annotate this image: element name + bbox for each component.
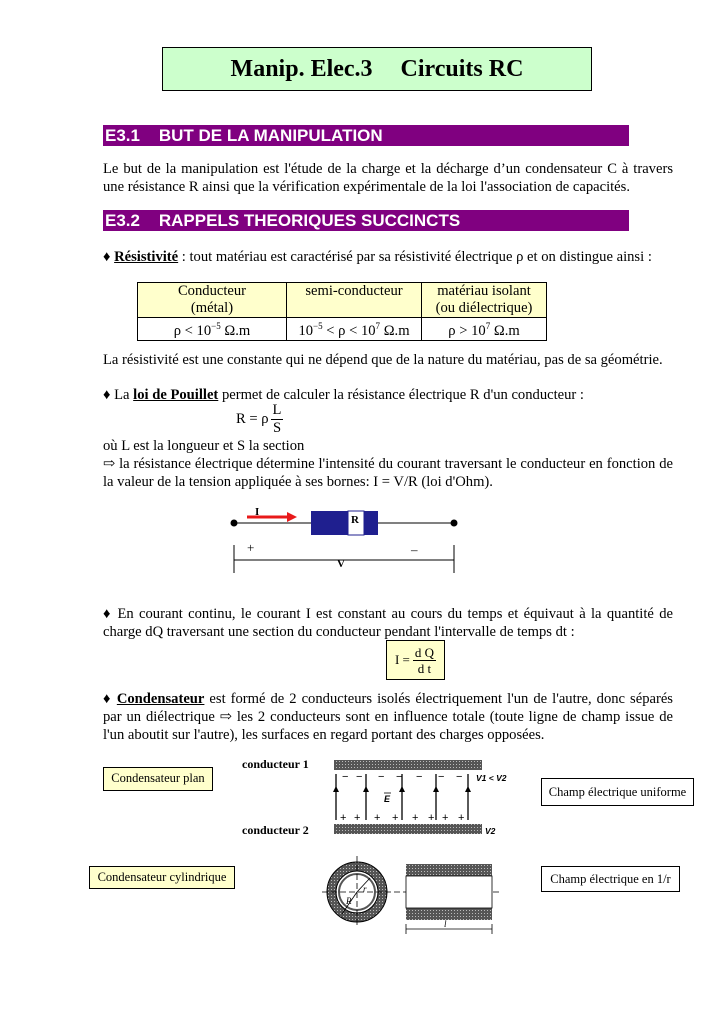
intro-paragraph: Le but de la manipulation est l'étude de la charge et la décharge d’un condensateur C à travers une résistance R ainsi que la vérification expérimentale de la loi l'association de capacités. xyxy=(103,161,673,195)
bullet: ♦ xyxy=(103,249,111,265)
resistivite-text: : tout matériau est caractérisé par sa résistivité électrique ρ et on distingue ainsi : xyxy=(178,249,652,265)
ohm-paragraph: ⇨ la résistance électrique détermine l'intensité du courant traversant le conducteur en fonction de la valeur de la tension appliquée à ses bornes: I = V/R (loi d'Ohm). xyxy=(103,456,673,490)
table-header-cell: Conducteur (métal) xyxy=(138,283,287,318)
svg-text:+: + xyxy=(458,812,465,824)
resistor xyxy=(311,511,378,535)
table-value-cell: $10^{-5} < \rho < 10^7$ Ω.m xyxy=(287,318,422,341)
title-left: Manip. Elec.3 xyxy=(230,55,373,82)
label-champ-1-r: Champ électrique en 1/r xyxy=(541,866,680,892)
page-title xyxy=(162,47,592,91)
section-heading-but: E3.1 BUT DE LA MANIPULATION xyxy=(103,125,629,146)
courant-paragraph: ♦ En courant continu, le courant I est constant au cours du temps et équivaut à la quantité de charge dQ traversant une section du conducteur pendant l'intervalle de temps dt : xyxy=(103,606,673,640)
terminal-right xyxy=(451,520,458,527)
cylinder-side-bottom xyxy=(406,908,492,920)
field-vector-label: E xyxy=(384,794,391,804)
plate-bottom xyxy=(334,824,482,834)
svg-text:+: + xyxy=(340,812,347,824)
table-header-cell: semi-conducteur xyxy=(287,283,422,318)
length-label: l xyxy=(444,919,447,929)
resistivite-line xyxy=(103,248,673,266)
svg-text:+: + xyxy=(412,812,419,824)
cylindrical-capacitor-diagram xyxy=(322,856,502,938)
arrow-icon: ⇨ xyxy=(103,456,116,472)
resistor-circuit-diagram xyxy=(225,505,465,577)
minus-label: – xyxy=(411,542,418,557)
cylinder-side-top xyxy=(406,864,492,876)
pouillet-term: loi de Pouillet xyxy=(133,387,219,403)
svg-text:−: − xyxy=(396,771,403,783)
svg-text:−: − xyxy=(356,771,363,783)
plate-top xyxy=(334,760,482,770)
label-champ-uniforme: Champ électrique uniforme xyxy=(541,778,694,806)
plane-capacitor-diagram xyxy=(318,758,508,843)
condensateur-paragraph: ♦ Condensateur est formé de 2 conducteurs isolés électriquement l'un de l'autre, donc séparés par un diélectrique ⇨ les 2 conducteurs sont en influence totale (toute ligne de champ issue de l'un aboutit sur l'autre), les surfaces en regard portant des charges opposées. xyxy=(103,691,673,743)
table-header-cell: matériau isolant (ou diélectrique) xyxy=(422,283,547,318)
voltage-label: V xyxy=(337,558,345,570)
svg-text:+: + xyxy=(354,812,361,824)
current-formula-box: I = $\frac{\text{d Q}}{\text{d t}}$ xyxy=(386,640,445,680)
radius-R-label: R xyxy=(346,896,352,906)
label-conducteur-2: conducteur 2 xyxy=(242,823,309,837)
section-heading-rappels: E3.2 RAPPELS THEORIQUES SUCCINCTS xyxy=(103,210,629,231)
title-right: Circuits RC xyxy=(400,55,524,82)
svg-text:+: + xyxy=(392,812,399,824)
svg-text:+: + xyxy=(428,812,435,824)
svg-text:+: + xyxy=(442,812,449,824)
resistivite-term: Résistivité xyxy=(114,249,179,265)
svg-text:−: − xyxy=(456,771,463,783)
condensateur-term: Condensateur xyxy=(116,691,205,707)
arrow-icon: ⇨ xyxy=(219,709,232,725)
radius-r-label: r xyxy=(363,884,367,894)
terminal-left xyxy=(231,520,238,527)
svg-text:−: − xyxy=(378,771,385,783)
pouillet-formula: R = ρ $\frac{L}{S}$ xyxy=(236,402,282,436)
label-conducteur-1: conducteur 1 xyxy=(242,757,309,771)
table-value-cell: $\rho > 10^7$ Ω.m xyxy=(422,318,547,341)
pouillet-where: où L est la longueur et S la section xyxy=(103,438,305,454)
label-condensateur-plan: Condensateur plan xyxy=(103,767,213,791)
potential-v2: V2 xyxy=(485,826,496,836)
svg-text:−: − xyxy=(438,771,445,783)
table-value-cell: $\rho < 10^{-5}$ Ω.m xyxy=(138,318,287,341)
svg-text:−: − xyxy=(342,771,349,783)
resistivite-note: La résistivité est une constante qui ne dépend que de la nature du matériau, pas de sa géométrie. xyxy=(103,352,663,368)
plus-label: + xyxy=(247,540,255,555)
current-label: I xyxy=(255,506,260,518)
resistor-label: R xyxy=(351,514,359,526)
potential-relation: V1 < V2 xyxy=(476,773,507,783)
pouillet-line: ♦ La loi de Pouillet permet de calculer la résistance électrique R d'un conducteur : xyxy=(103,387,584,403)
resistivity-table xyxy=(137,282,547,341)
label-condensateur-cylindrique: Condensateur cylindrique xyxy=(89,866,235,889)
svg-text:−: − xyxy=(416,771,423,783)
svg-text:+: + xyxy=(374,812,381,824)
